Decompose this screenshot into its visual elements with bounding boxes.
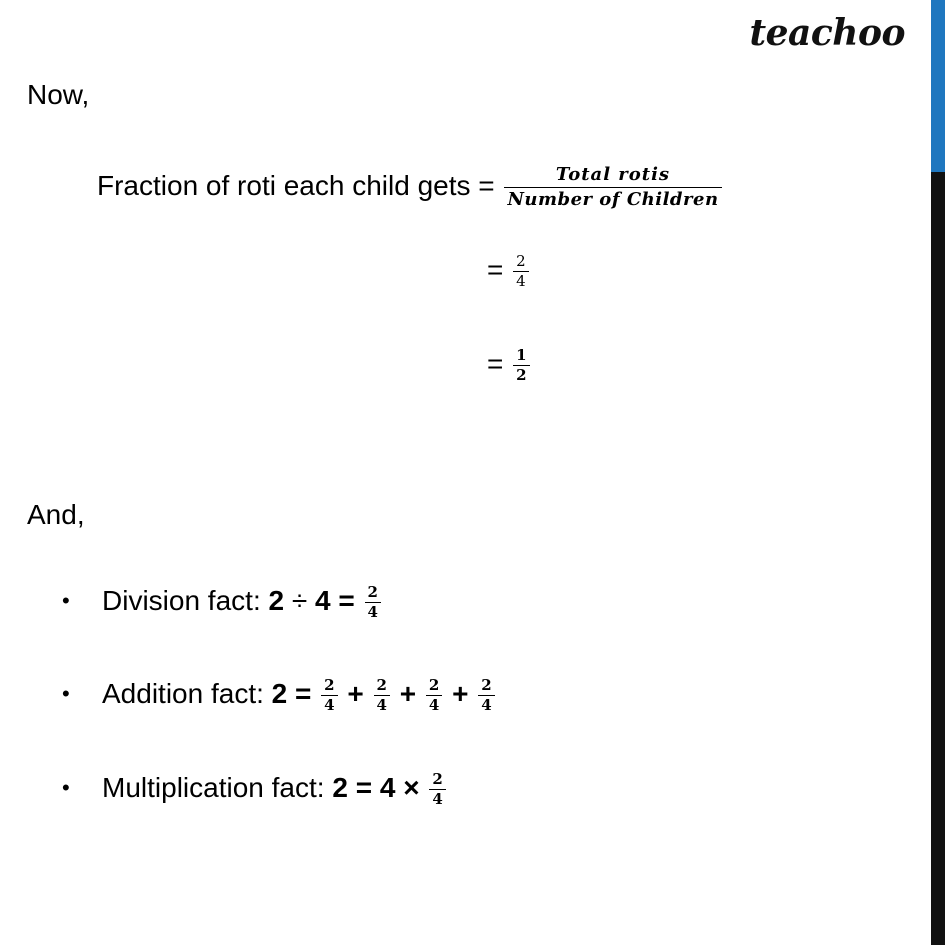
- division-fact: [102, 583, 383, 622]
- multiplication-label: Multiplication fact:: [102, 771, 325, 803]
- fraction-denominator: 4: [376, 696, 387, 714]
- fraction-numerator: 2: [513, 252, 529, 272]
- fraction-numerator: 2: [426, 676, 442, 696]
- fraction-denominator: 4: [516, 272, 526, 290]
- bullet-icon: •: [62, 775, 70, 800]
- fraction-numerator: 2: [478, 676, 494, 696]
- two-quarters-fraction: [513, 252, 529, 291]
- multiplication-fact: [102, 770, 448, 809]
- and-text: And,: [27, 499, 85, 530]
- division-label: Division fact:: [102, 584, 261, 616]
- intro-text: Now,: [27, 79, 90, 110]
- plus-sign: +: [347, 677, 364, 709]
- one-half-fraction: [513, 346, 529, 385]
- fraction-label: Fraction of roti each child gets =: [97, 169, 495, 201]
- teachoo-logo: teachoo: [749, 12, 905, 54]
- fraction-numerator: 2: [321, 676, 337, 696]
- equals-sign: =: [355, 771, 373, 803]
- step-two-quarters: [487, 252, 531, 291]
- times-sign: ×: [403, 771, 420, 803]
- addition-fraction: [426, 676, 442, 715]
- fraction-denominator: 4: [432, 790, 443, 808]
- plus-sign: +: [452, 677, 469, 709]
- fraction-numerator: 2: [365, 583, 381, 603]
- fraction-denominator: 2: [516, 366, 527, 384]
- equals-sign: =: [487, 347, 504, 379]
- bullet-icon: •: [62, 588, 70, 613]
- multiplication-lhs: 2: [332, 771, 348, 803]
- fraction-denominator: 4: [481, 696, 492, 714]
- multiplication-factor: 4: [379, 771, 396, 803]
- fraction-definition: [97, 163, 724, 212]
- addition-fraction: [374, 676, 390, 715]
- addition-fraction: [321, 676, 337, 715]
- fraction-numerator: Total rotis: [504, 163, 721, 188]
- addition-lhs: 2: [271, 677, 288, 709]
- equals-sign: =: [338, 584, 355, 616]
- roti-fraction: [504, 163, 721, 212]
- addition-fact: [102, 676, 497, 715]
- multiplication-fraction: [429, 770, 445, 809]
- equals-sign: =: [487, 253, 504, 285]
- fraction-numerator: 2: [374, 676, 390, 696]
- fraction-denominator: 4: [428, 696, 440, 714]
- scrollbar-thumb[interactable]: [931, 0, 945, 172]
- fraction-denominator: Number of Children: [507, 189, 719, 210]
- divide-sign: ÷: [291, 584, 308, 616]
- fraction-denominator: 4: [324, 696, 335, 714]
- equals-sign: =: [295, 677, 312, 709]
- addition-label: Addition fact:: [102, 677, 264, 709]
- division-fraction: [365, 583, 381, 622]
- division-divisor: 4: [315, 584, 331, 616]
- bullet-icon: •: [62, 681, 70, 706]
- addition-fraction: [478, 676, 494, 715]
- fraction-denominator: 4: [367, 603, 378, 621]
- plus-sign: +: [399, 677, 417, 709]
- fraction-numerator: 2: [429, 770, 445, 790]
- division-lhs: 2: [268, 584, 285, 616]
- fraction-numerator: 1: [513, 346, 529, 366]
- step-one-half: [487, 346, 532, 385]
